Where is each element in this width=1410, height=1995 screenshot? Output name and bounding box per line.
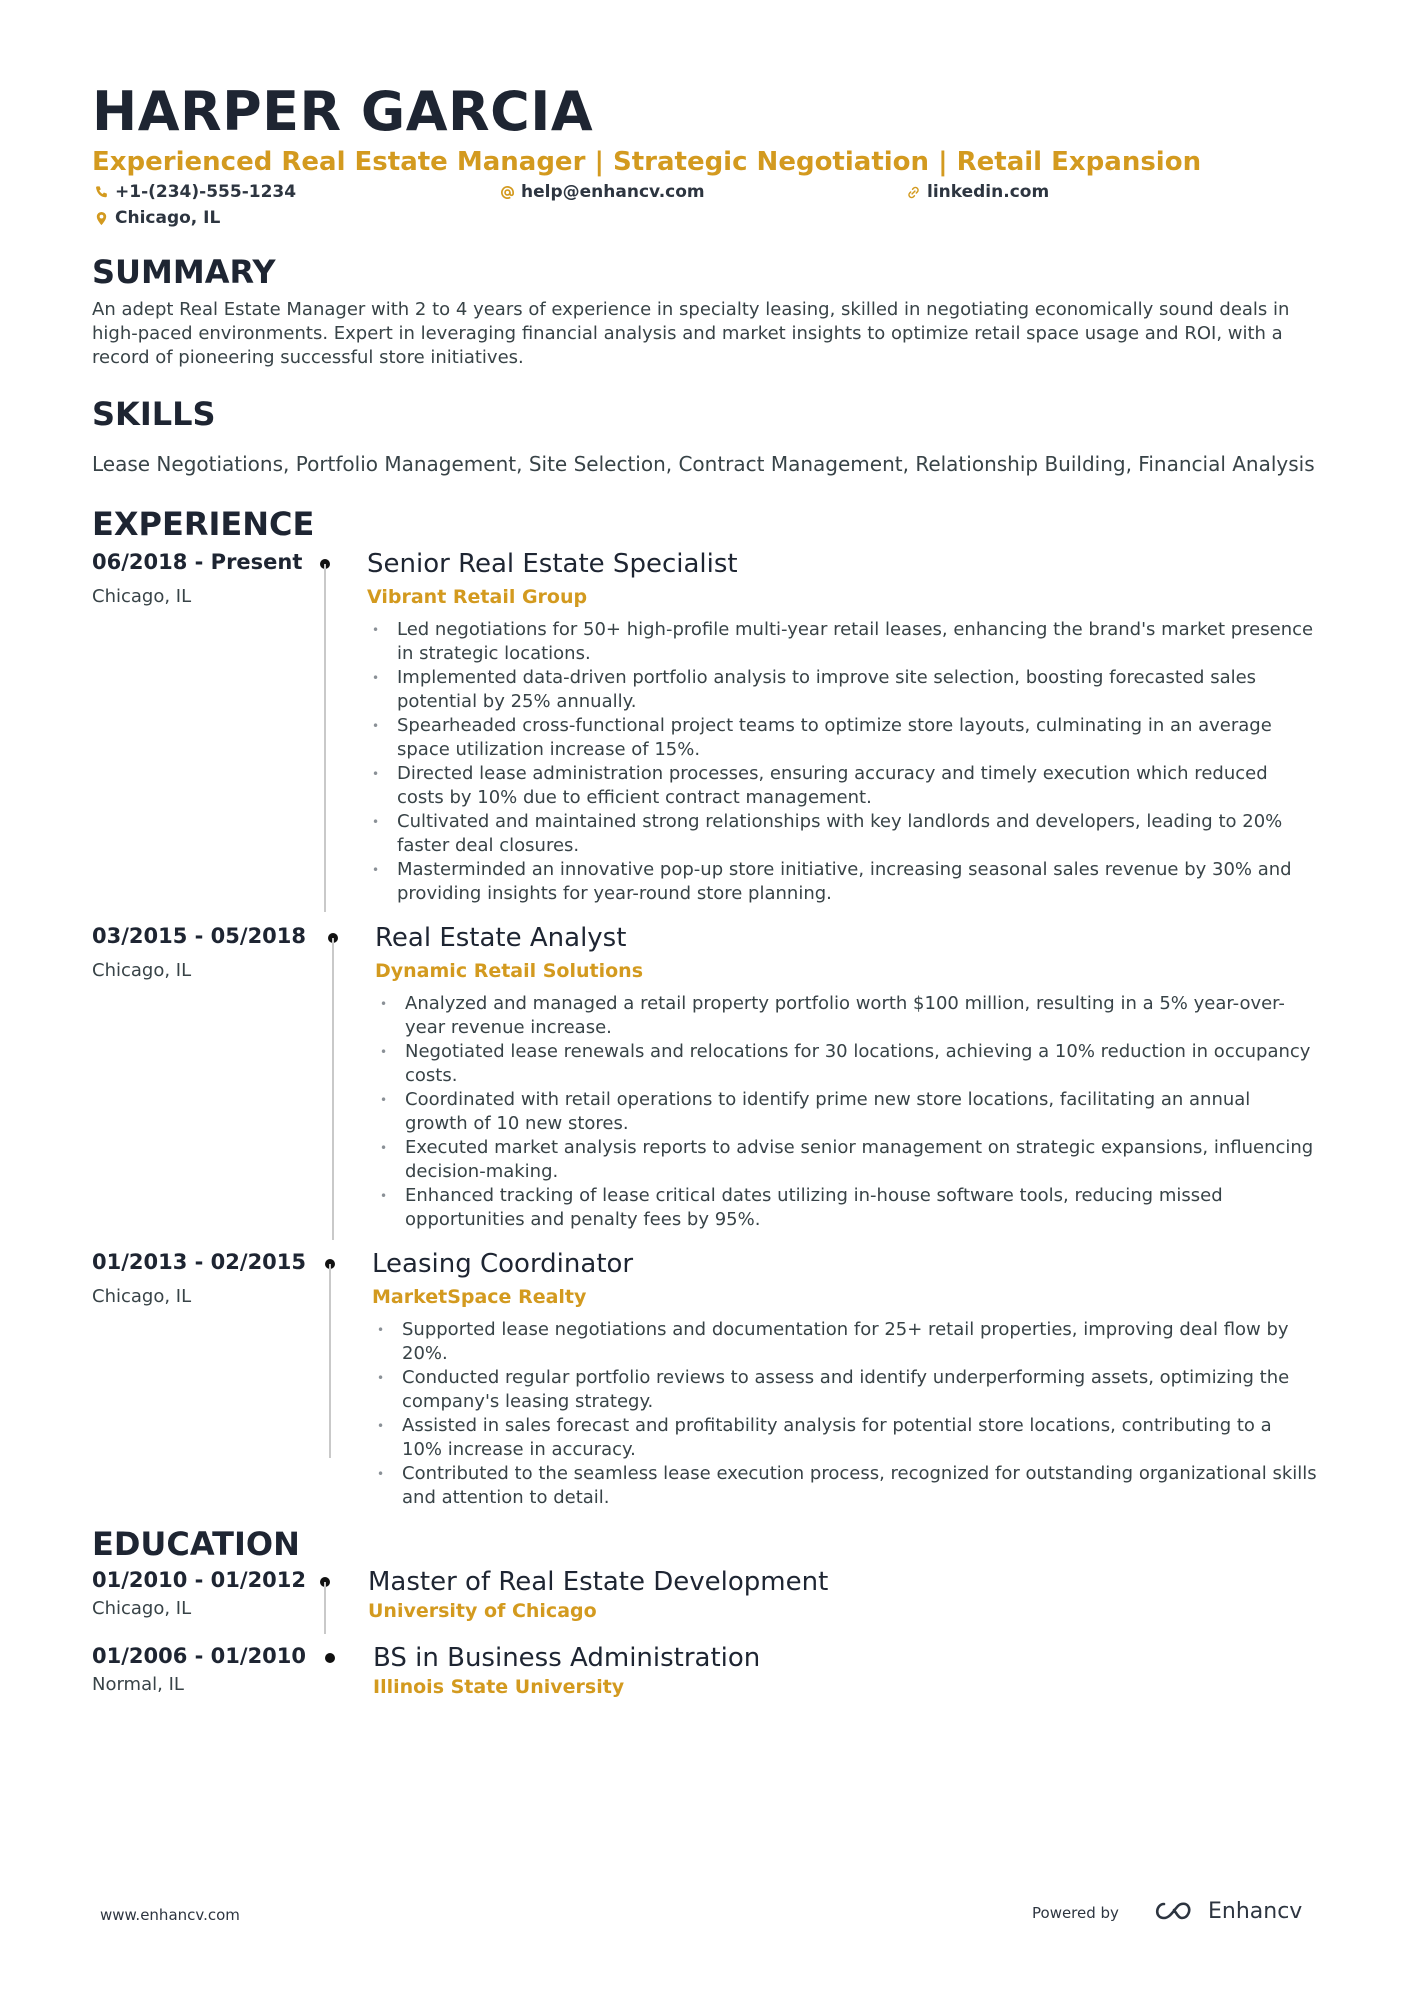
powered-by-label: Powered by — [1032, 1904, 1119, 1922]
timeline-line — [324, 564, 326, 912]
company-name: Vibrant Retail Group — [367, 586, 588, 608]
achievement-item: • Directed lease administration processes, ensuring accuracy and timely execution which reduced costs by 10% due to efficient contract management. — [367, 762, 1317, 810]
company-name: Dynamic Retail Solutions — [375, 960, 644, 982]
enhancv-logo-icon — [1150, 1898, 1198, 1924]
experience-dates: 01/2013 - 02/2015 — [92, 1250, 307, 1274]
school-name: University of Chicago — [368, 1600, 597, 1622]
achievement-list — [367, 618, 1317, 906]
experience-location: Chicago, IL — [92, 960, 192, 981]
location-text: Chicago, IL — [115, 208, 221, 228]
achievement-item: • Assisted in sales forecast and profitability analysis for potential store locations, contributing to a 10% increase in accuracy. — [372, 1414, 1317, 1462]
job-title: Senior Real Estate Specialist — [367, 549, 738, 579]
school-name: Illinois State University — [373, 1676, 625, 1698]
education-location: Chicago, IL — [92, 1598, 192, 1619]
experience-details — [367, 548, 1317, 906]
education-section — [92, 1524, 1322, 1712]
link-icon — [906, 185, 921, 200]
achievement-item: • Conducted regular portfolio reviews to assess and identify underperforming assets, optimizing the company's leasing strategy. — [372, 1366, 1317, 1414]
skills-section — [92, 394, 1322, 478]
job-title: Leasing Coordinator — [372, 1249, 634, 1279]
experience-location: Chicago, IL — [92, 1286, 192, 1307]
achievement-item: • Analyzed and managed a retail property portfolio worth $100 million, resulting in a 5% year-over-year revenue increase. — [375, 992, 1317, 1040]
experience-location: Chicago, IL — [92, 586, 192, 607]
education-meta — [92, 1642, 312, 1695]
education-meta — [92, 1566, 312, 1619]
map-pin-icon — [94, 211, 109, 226]
brand-name: Enhancv — [1208, 1898, 1303, 1924]
contact-email — [500, 182, 705, 202]
education-dates: 01/2010 - 01/2012 — [92, 1568, 307, 1592]
summary-section — [92, 252, 1322, 370]
experience-title: EXPERIENCE — [92, 505, 315, 543]
achievement-item: • Implemented data-driven portfolio analysis to improve site selection, boosting forecasted sales potential by 25% annually. — [367, 666, 1317, 714]
achievement-item: • Spearheaded cross-functional project teams to optimize store layouts, culminating in an average space utilization increase of 15%. — [367, 714, 1317, 762]
phone-text[interactable]: +1-(234)-555-1234 — [115, 182, 297, 202]
resume-page — [92, 80, 1322, 1712]
degree: BS in Business Administration — [373, 1643, 761, 1673]
experience-details — [372, 1248, 1317, 1510]
experience-details — [375, 922, 1317, 1232]
experience-meta — [92, 1248, 312, 1307]
company-name: MarketSpace Realty — [372, 1286, 587, 1308]
summary-text: An adept Real Estate Manager with 2 to 4 years of experience in specialty leasing, skilled in negotiating economically sound deals in high-paced environments. Expert in leveraging financial analysis and market insights to optimize retail space usage and ROI, with a record of pioneering successful store initiatives. — [92, 299, 1290, 368]
timeline-line — [329, 1264, 331, 1458]
skills-text: Lease Negotiations, Portfolio Management, Site Selection, Contract Management, Relationship Building, Financial Analysis — [92, 452, 1315, 476]
achievement-item: • Masterminded an innovative pop-up store initiative, increasing seasonal sales revenue by 30% and providing insights for year-round store planning. — [367, 858, 1317, 906]
experience-item — [92, 1248, 1322, 1524]
contact-info — [92, 182, 1322, 232]
brand-logo[interactable] — [1150, 1898, 1302, 1924]
education-dates: 01/2006 - 01/2010 — [92, 1644, 307, 1668]
education-details — [373, 1642, 1273, 1700]
skills-title: SKILLS — [92, 395, 216, 433]
timeline-dot — [325, 1653, 335, 1663]
education-title: EDUCATION — [92, 1525, 300, 1563]
headline: Experienced Real Estate Manager | Strategic Negotiation | Retail Expansion — [92, 147, 1202, 177]
timeline-line — [332, 938, 334, 1240]
achievement-item: • Cultivated and maintained strong relationships with key landlords and developers, leading to 20% faster deal closures. — [367, 810, 1317, 858]
experience-item — [92, 922, 1322, 1246]
experience-dates: 06/2018 - Present — [92, 550, 303, 574]
email-text[interactable]: help@enhancv.com — [521, 182, 705, 202]
achievement-list — [375, 992, 1317, 1232]
achievement-item: • Executed market analysis reports to advise senior management on strategic expansions, influencing decision-making. — [375, 1136, 1317, 1184]
education-location: Normal, IL — [92, 1674, 184, 1695]
education-details — [368, 1566, 1268, 1624]
footer-website[interactable]: www.enhancv.com — [100, 1906, 240, 1924]
linkedin-text[interactable]: linkedin.com — [927, 182, 1050, 202]
achievement-item: • Negotiated lease renewals and relocations for 30 locations, achieving a 10% reduction in occupancy costs. — [375, 1040, 1317, 1088]
experience-dates: 03/2015 - 05/2018 — [92, 924, 307, 948]
achievement-item: • Enhanced tracking of lease critical dates utilizing in-house software tools, reducing missed opportunities and penalty fees by 95%. — [375, 1184, 1317, 1232]
education-item — [92, 1566, 1322, 1642]
education-item — [92, 1642, 1322, 1712]
achievement-list — [372, 1318, 1317, 1510]
achievement-item: • Coordinated with retail operations to identify prime new store locations, facilitating an annual growth of 10 new stores. — [375, 1088, 1317, 1136]
summary-title: SUMMARY — [92, 253, 276, 291]
job-title: Real Estate Analyst — [375, 923, 627, 953]
achievement-item: • Supported lease negotiations and documentation for 25+ retail properties, improving deal flow by 20%. — [372, 1318, 1317, 1366]
candidate-name: HARPER GARCIA — [92, 80, 594, 143]
at-icon — [500, 185, 515, 200]
experience-meta — [92, 548, 312, 607]
timeline-line — [324, 1582, 326, 1634]
achievement-item: • Led negotiations for 50+ high-profile multi-year retail leases, enhancing the brand's market presence in strategic locations. — [367, 618, 1317, 666]
experience-meta — [92, 922, 312, 981]
phone-icon — [94, 185, 109, 200]
contact-location — [94, 208, 220, 228]
experience-section — [92, 504, 1322, 1524]
contact-linkedin — [906, 182, 1049, 202]
contact-phone — [94, 182, 296, 202]
experience-item — [92, 548, 1322, 918]
degree: Master of Real Estate Development — [368, 1567, 829, 1597]
achievement-item: • Contributed to the seamless lease execution process, recognized for outstanding organizational skills and attention to detail. — [372, 1462, 1317, 1510]
